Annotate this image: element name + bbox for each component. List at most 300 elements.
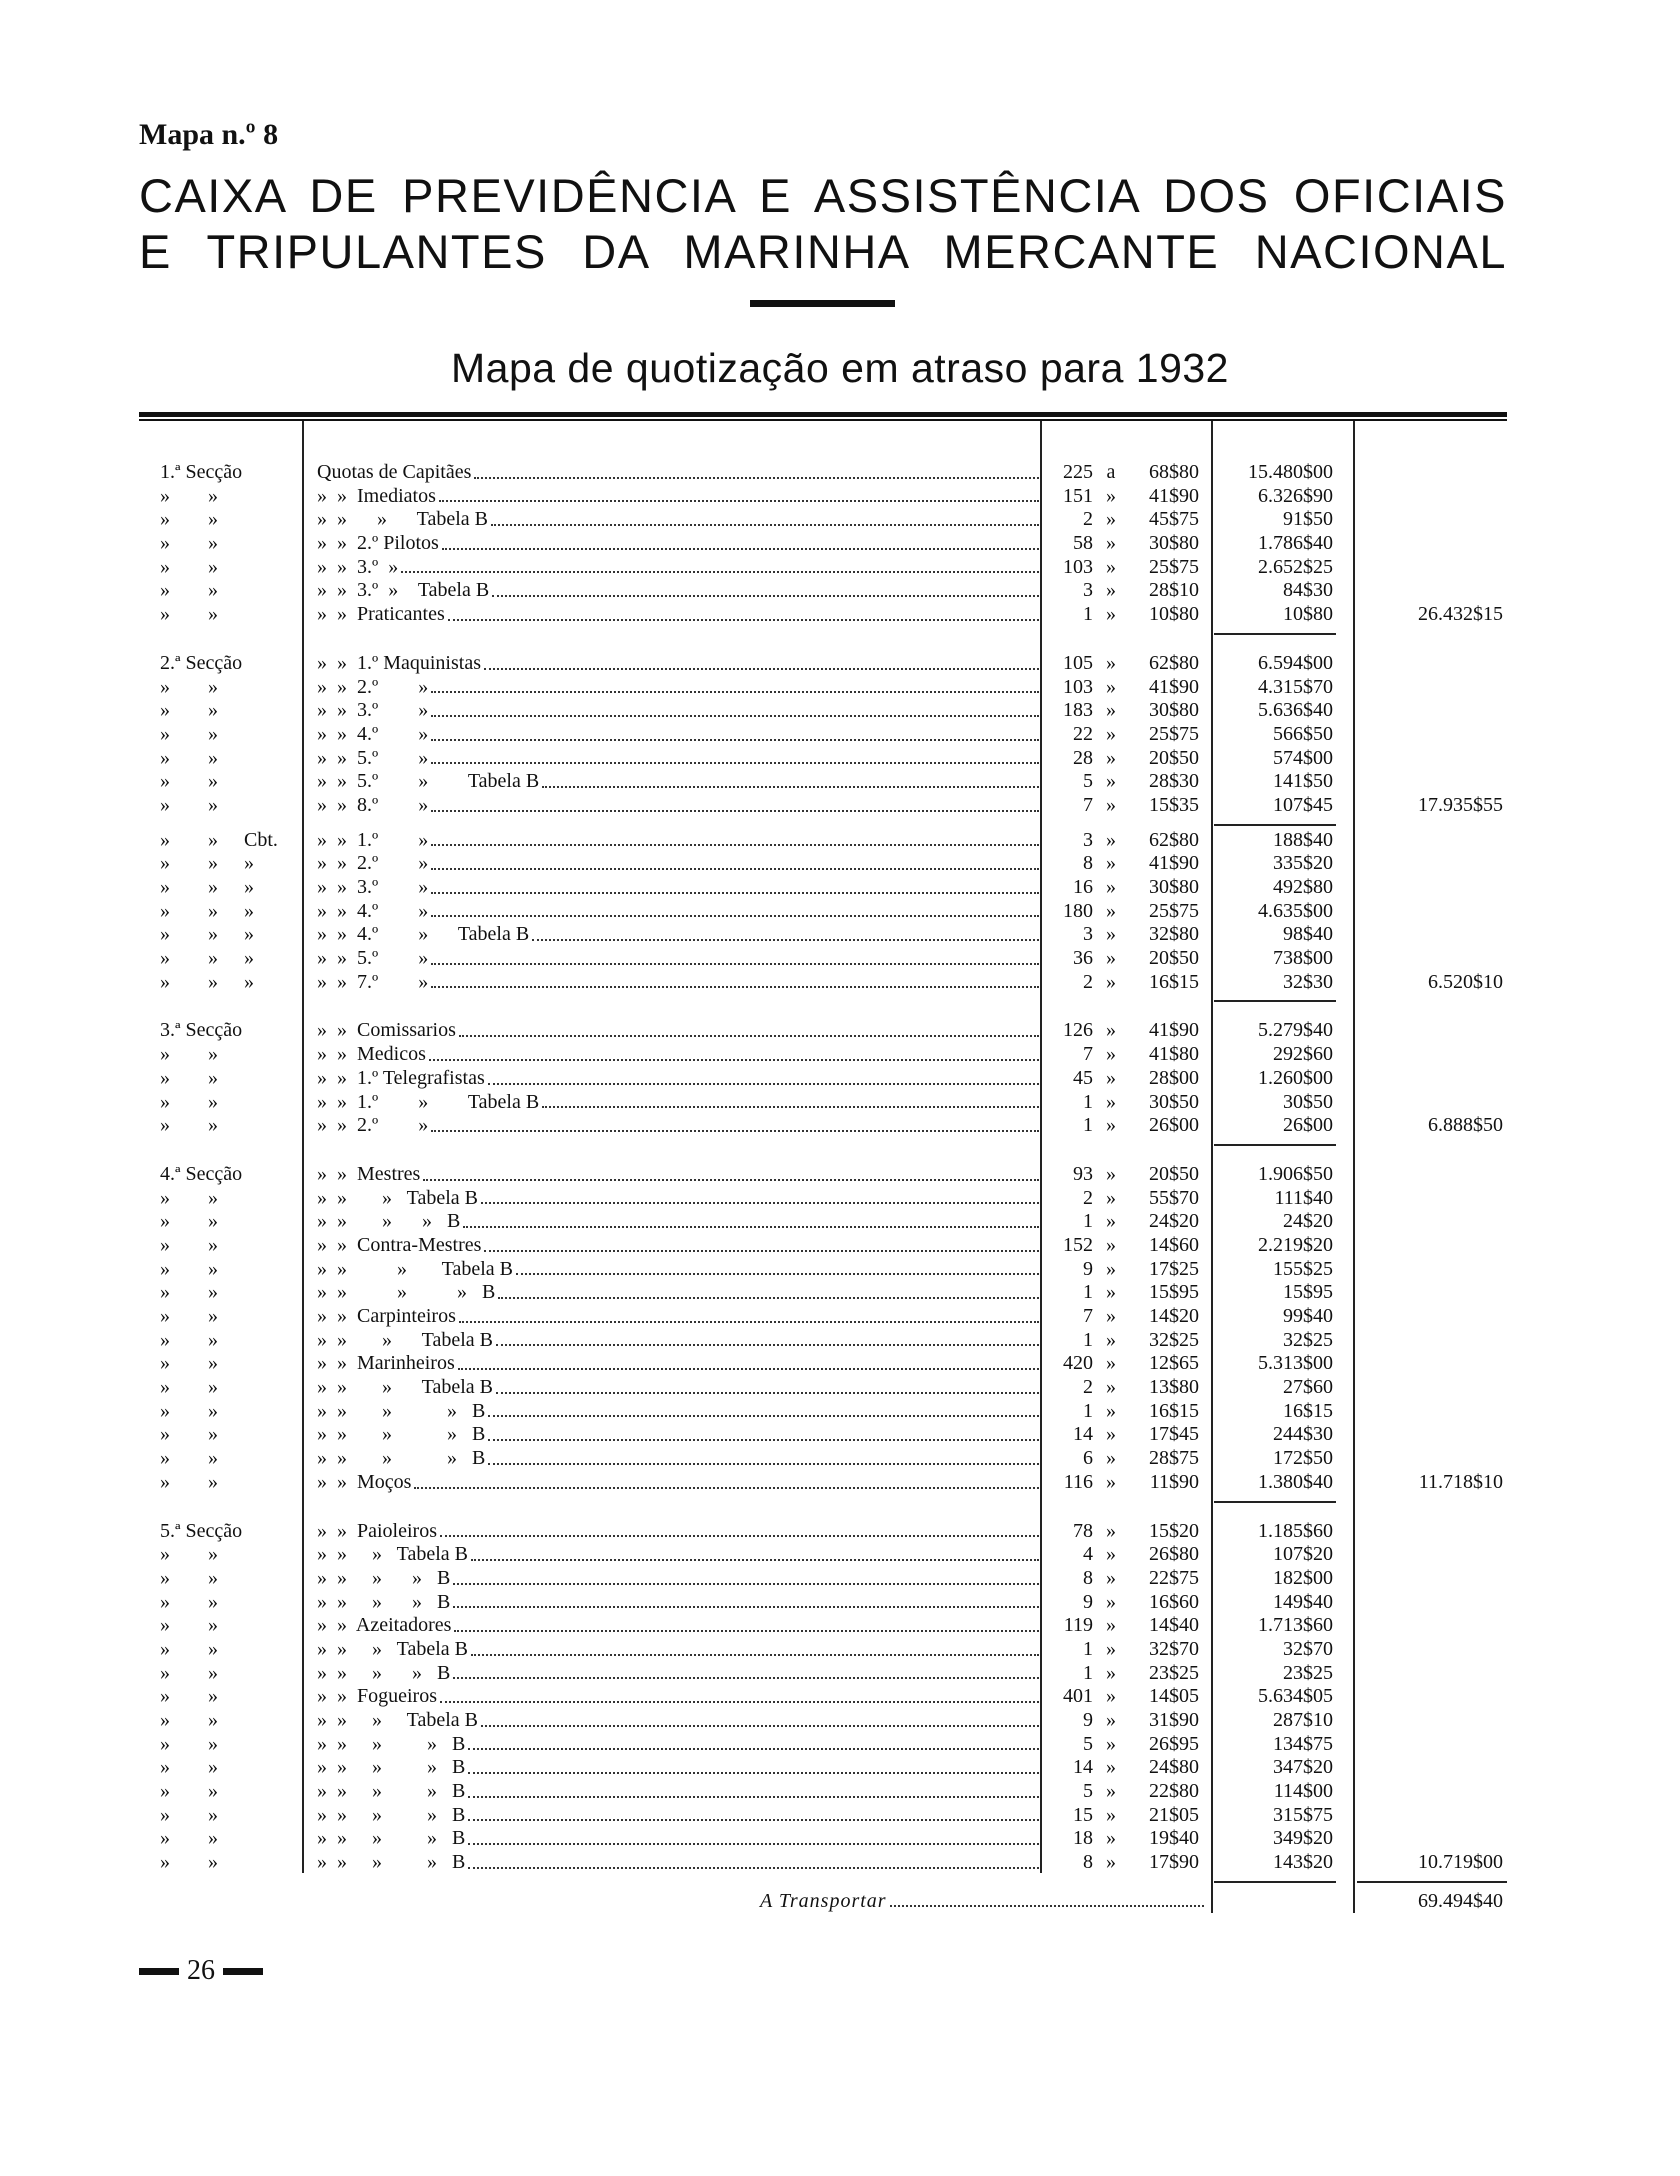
table-row <box>0 852 1680 876</box>
section-label: » <box>208 1352 218 1375</box>
quantity-cell: 6 <box>1083 1447 1093 1470</box>
unit-price-cell: 14$20 <box>1149 1305 1199 1327</box>
separator-cell: » <box>1106 852 1116 875</box>
dot-leader <box>414 1471 1039 1489</box>
amount-cell: 315$75 <box>1273 1803 1333 1826</box>
section-group <box>0 829 1680 995</box>
quantity-cell: 8 <box>1083 1566 1093 1589</box>
amount-cell: 134$75 <box>1273 1732 1333 1755</box>
separator-cell: » <box>1106 899 1116 922</box>
dot-leader <box>468 1827 1039 1845</box>
dot-leader <box>463 1210 1039 1228</box>
dot-leader <box>453 1591 1039 1609</box>
table-row <box>0 1447 1680 1471</box>
separator-cell: » <box>1106 1566 1116 1589</box>
separator-cell: » <box>1106 699 1116 722</box>
transport-label <box>760 1889 1210 1913</box>
table-row <box>0 1520 1680 1544</box>
description-cell <box>317 1471 1039 1495</box>
quantity-cell: 7 <box>1083 1043 1093 1066</box>
description-text: » » » » B <box>317 1851 466 1874</box>
description-cell <box>317 1543 1039 1567</box>
unit-price-cell: 41$80 <box>1149 1043 1199 1066</box>
dot-leader <box>471 1638 1039 1656</box>
amount-cell: 114$00 <box>1273 1780 1333 1803</box>
quantity-cell: 5 <box>1083 1780 1093 1803</box>
separator-cell: » <box>1106 1447 1116 1470</box>
separator-cell: » <box>1106 1328 1116 1351</box>
unit-price-cell: 17$45 <box>1149 1423 1199 1446</box>
amount-cell: 347$20 <box>1273 1756 1333 1779</box>
section-label: » <box>160 699 170 722</box>
dot-leader <box>484 1234 1039 1252</box>
dot-leader <box>431 794 1039 812</box>
unit-price-cell: 32$70 <box>1149 1637 1199 1660</box>
unit-price-cell: 62$80 <box>1149 828 1199 851</box>
separator-cell: » <box>1106 746 1116 769</box>
table-row <box>0 770 1680 794</box>
quantity-cell: 78 <box>1073 1519 1093 1542</box>
separator-cell: » <box>1106 1827 1116 1850</box>
section-label: » <box>208 508 218 531</box>
description-cell <box>317 1804 1039 1828</box>
amount-cell: 1.380$40 <box>1258 1470 1333 1493</box>
dot-leader <box>468 1756 1039 1774</box>
description-text: » » » Tabela B <box>317 1543 468 1566</box>
description-cell <box>317 794 1039 818</box>
quantity-cell: 116 <box>1063 1470 1093 1493</box>
amount-cell: 1.906$50 <box>1258 1162 1333 1185</box>
description-cell <box>317 829 1039 853</box>
unit-price-cell: 22$80 <box>1149 1780 1199 1803</box>
unit-price-cell: 24$80 <box>1149 1756 1199 1779</box>
unit-price-cell: 30$80 <box>1149 532 1199 555</box>
quantity-cell: 14 <box>1073 1423 1093 1446</box>
section-label: » <box>208 923 218 946</box>
description-cell <box>317 1091 1039 1115</box>
dot-leader <box>492 579 1039 597</box>
dot-leader <box>431 971 1039 989</box>
section-label: » <box>208 1709 218 1731</box>
section-label: » <box>160 1210 170 1233</box>
quantity-cell: 15 <box>1073 1803 1093 1826</box>
table-body <box>0 461 1680 1875</box>
dot-leader <box>496 1329 1039 1347</box>
amount-cell: 1.786$40 <box>1258 532 1333 555</box>
table-row <box>0 1591 1680 1615</box>
amount-cell: 4.635$00 <box>1258 899 1333 922</box>
quantity-cell: 9 <box>1083 1709 1093 1731</box>
subtotal-underline <box>1214 1000 1336 1002</box>
dot-leader <box>431 676 1039 694</box>
amount-cell: 32$30 <box>1283 970 1333 993</box>
subtotal-underline <box>1214 1144 1336 1146</box>
description-text: » » 2.º » <box>317 675 429 698</box>
amount-cell: 349$20 <box>1273 1827 1333 1850</box>
dot-leader <box>442 532 1039 550</box>
separator-cell: » <box>1106 1257 1116 1280</box>
amount-cell: 5.634$05 <box>1258 1685 1333 1708</box>
amount-cell: 107$45 <box>1273 793 1333 816</box>
section-total-cell: 6.520$10 <box>1428 970 1503 993</box>
unit-price-cell: 13$80 <box>1149 1376 1199 1399</box>
dot-leader <box>431 699 1039 717</box>
section-total-cell: 26.432$15 <box>1418 603 1503 626</box>
description-text: » » » » B <box>317 1661 451 1684</box>
quantity-cell: 180 <box>1063 899 1093 922</box>
section-label: » <box>208 746 218 769</box>
description-cell <box>317 1043 1039 1067</box>
description-text: » » 7.º » <box>317 970 429 993</box>
section-total-cell: 6.888$50 <box>1428 1114 1503 1137</box>
amount-cell: 155$25 <box>1273 1257 1333 1280</box>
section-label: » <box>208 1851 218 1874</box>
table-row <box>0 1400 1680 1424</box>
dot-leader <box>488 1067 1039 1085</box>
quantity-cell: 5 <box>1083 1732 1093 1755</box>
section-label: » <box>208 1732 218 1755</box>
description-text: » » » » B <box>317 1590 451 1613</box>
unit-price-cell: 28$30 <box>1149 770 1199 793</box>
separator-cell: » <box>1106 722 1116 745</box>
dot-leader <box>453 1567 1039 1585</box>
unit-price-cell: 25$75 <box>1149 555 1199 578</box>
section-total-cell: 11.718$10 <box>1418 1470 1503 1493</box>
separator-cell: » <box>1106 1233 1116 1256</box>
dot-leader <box>453 1662 1039 1680</box>
section-label: » <box>160 1352 170 1375</box>
section-label: » <box>160 770 170 793</box>
description-cell <box>317 876 1039 900</box>
amount-cell: 574$00 <box>1273 746 1333 769</box>
dot-leader <box>542 770 1039 788</box>
unit-price-cell: 24$20 <box>1149 1210 1199 1233</box>
section-label: » <box>208 1090 218 1113</box>
transport-row <box>0 1889 1680 1913</box>
section-label: » <box>160 1305 170 1327</box>
description-cell <box>317 603 1039 627</box>
dot-leader <box>423 1163 1039 1181</box>
separator-cell: » <box>1106 651 1116 674</box>
table-row <box>0 579 1680 603</box>
unit-price-cell: 30$50 <box>1149 1090 1199 1113</box>
section-label: » <box>208 1543 218 1566</box>
section-label: » <box>208 876 218 898</box>
section-label: » <box>160 746 170 769</box>
description-text: » » 4.º » Tabela B <box>317 923 530 946</box>
quantity-cell: 1 <box>1083 1114 1093 1137</box>
separator-cell: » <box>1106 1732 1116 1755</box>
section-label: » <box>208 947 218 970</box>
quantity-cell: 9 <box>1083 1257 1093 1280</box>
description-cell <box>317 1210 1039 1234</box>
section-label: » <box>160 1447 170 1470</box>
description-text: » » Carpinteiros <box>317 1305 456 1327</box>
amount-cell: 5.636$40 <box>1258 699 1333 722</box>
dot-leader <box>458 1352 1039 1370</box>
decorative-bar <box>223 1968 263 1975</box>
table-row <box>0 1567 1680 1591</box>
description-text: » » 3.º » <box>317 699 429 722</box>
section-label: » <box>160 923 170 946</box>
amount-cell: 26$00 <box>1283 1114 1333 1137</box>
quantity-cell: 225 <box>1063 461 1093 483</box>
unit-price-cell: 17$25 <box>1149 1257 1199 1280</box>
section-label: » <box>160 1661 170 1684</box>
separator-cell: » <box>1106 1637 1116 1660</box>
dot-leader <box>468 1780 1039 1798</box>
quantity-cell: 22 <box>1073 722 1093 745</box>
table-row <box>0 900 1680 924</box>
description-cell <box>317 1187 1039 1211</box>
dot-leader <box>488 1423 1039 1441</box>
unit-price-cell: 26$00 <box>1149 1114 1199 1137</box>
description-text: » » » Tabela B <box>317 1186 478 1209</box>
dot-leader <box>488 1400 1039 1418</box>
quantity-cell: 103 <box>1063 555 1093 578</box>
amount-cell: 6.326$90 <box>1258 484 1333 507</box>
description-cell <box>317 747 1039 771</box>
unit-price-cell: 25$75 <box>1149 899 1199 922</box>
table-row <box>0 532 1680 556</box>
quantity-cell: 18 <box>1073 1827 1093 1850</box>
quantity-cell: 2 <box>1083 970 1093 993</box>
separator-cell: » <box>1106 1399 1116 1422</box>
description-text: » » Mestres <box>317 1162 421 1185</box>
section-label: » <box>160 1827 170 1850</box>
dot-leader <box>890 1889 1204 1907</box>
section-label: » <box>160 1637 170 1660</box>
unit-price-cell: 16$15 <box>1149 970 1199 993</box>
section-label: » <box>208 1637 218 1660</box>
section-label: » <box>244 970 254 993</box>
section-label: » <box>160 603 170 626</box>
table-row <box>0 1376 1680 1400</box>
unit-price-cell: 10$80 <box>1149 603 1199 626</box>
table-row <box>0 1638 1680 1662</box>
section-label: » <box>208 1328 218 1351</box>
section-label: » <box>160 1376 170 1399</box>
table-row <box>0 1733 1680 1757</box>
section-label: » <box>160 722 170 745</box>
description-cell <box>317 852 1039 876</box>
separator-cell: » <box>1106 1043 1116 1066</box>
description-cell <box>317 1067 1039 1091</box>
amount-cell: 1.713$60 <box>1258 1614 1333 1637</box>
description-text: » » » Tabela B <box>317 508 488 531</box>
unit-price-cell: 28$10 <box>1149 579 1199 602</box>
amount-cell: 4.315$70 <box>1258 675 1333 698</box>
description-text: » » Praticantes <box>317 603 445 626</box>
table-row <box>0 508 1680 532</box>
description-cell <box>317 1520 1039 1544</box>
quantity-cell: 1 <box>1083 1661 1093 1684</box>
table-row <box>0 676 1680 700</box>
table-row <box>0 971 1680 995</box>
amount-cell: 492$80 <box>1273 876 1333 898</box>
dot-leader <box>484 652 1039 670</box>
table-row <box>0 556 1680 580</box>
description-text: » » 1.º » Tabela B <box>317 1090 540 1113</box>
amount-cell: 6.594$00 <box>1258 651 1333 674</box>
section-label: » <box>160 1257 170 1280</box>
section-label: » <box>160 579 170 602</box>
separator-cell: » <box>1106 1186 1116 1209</box>
table-row <box>0 461 1680 485</box>
table-row <box>0 652 1680 676</box>
amount-cell: 32$70 <box>1283 1637 1333 1660</box>
description-text: » » » Tabela B <box>317 1257 513 1280</box>
section-label: » <box>160 1543 170 1566</box>
section-label: » <box>160 555 170 578</box>
dot-leader <box>448 603 1039 621</box>
unit-price-cell: 21$05 <box>1149 1803 1199 1826</box>
separator-cell: » <box>1106 970 1116 993</box>
quantity-cell: 8 <box>1083 852 1093 875</box>
table-row <box>0 1423 1680 1447</box>
description-text: » » Marinheiros <box>317 1352 455 1375</box>
dot-leader <box>440 1685 1039 1703</box>
table-row <box>0 1234 1680 1258</box>
section-label: 2.ª Secção <box>160 651 243 674</box>
quantity-cell: 1 <box>1083 1090 1093 1113</box>
dot-leader <box>431 900 1039 918</box>
description-text: » » » Tabela B <box>317 1328 493 1351</box>
unit-price-cell: 17$90 <box>1149 1851 1199 1874</box>
description-text: » » » » B <box>317 1827 466 1850</box>
description-text: » » Moços <box>317 1470 412 1493</box>
unit-price-cell: 25$75 <box>1149 722 1199 745</box>
separator-cell: » <box>1106 1210 1116 1233</box>
amount-cell: 111$40 <box>1274 1186 1333 1209</box>
quantity-cell: 152 <box>1063 1233 1093 1256</box>
section-label: » <box>208 1447 218 1470</box>
dot-leader <box>516 1258 1039 1276</box>
section-label: » <box>160 793 170 816</box>
separator-cell: » <box>1106 1590 1116 1613</box>
section-label: » <box>208 1685 218 1708</box>
quantity-cell: 119 <box>1063 1614 1093 1637</box>
section-label: » <box>160 899 170 922</box>
amount-cell: 16$15 <box>1283 1399 1333 1422</box>
description-text: » » » » B <box>317 1423 486 1446</box>
section-label: 5.ª Secção <box>160 1519 243 1542</box>
quantity-cell: 1 <box>1083 1399 1093 1422</box>
unit-price-cell: 12$65 <box>1149 1352 1199 1375</box>
section-label: » <box>208 1210 218 1233</box>
description-cell <box>317 461 1039 485</box>
table-row <box>0 947 1680 971</box>
title-divider <box>750 300 895 307</box>
description-cell <box>317 971 1039 995</box>
unit-price-cell: 30$80 <box>1149 876 1199 898</box>
unit-price-cell: 62$80 <box>1149 651 1199 674</box>
table-row <box>0 723 1680 747</box>
section-label: » <box>208 1066 218 1089</box>
table-row <box>0 1043 1680 1067</box>
page-number <box>139 1955 263 1987</box>
quantity-cell: 3 <box>1083 923 1093 946</box>
description-text: » » 1.º Maquinistas <box>317 651 481 674</box>
unit-price-cell: 23$25 <box>1149 1661 1199 1684</box>
table-row <box>0 1187 1680 1211</box>
description-cell <box>317 1780 1039 1804</box>
amount-cell: 335$20 <box>1273 852 1333 875</box>
quantity-cell: 7 <box>1083 1305 1093 1327</box>
separator-cell: » <box>1106 484 1116 507</box>
separator-cell: » <box>1106 1780 1116 1803</box>
section-label: » <box>208 603 218 626</box>
quantity-cell: 7 <box>1083 793 1093 816</box>
amount-cell: 107$20 <box>1273 1543 1333 1566</box>
subtotal-underline <box>1214 1501 1336 1503</box>
section-total-cell: 10.719$00 <box>1418 1851 1503 1874</box>
unit-price-cell: 20$50 <box>1149 1162 1199 1185</box>
unit-price-cell: 28$75 <box>1149 1447 1199 1470</box>
separator-cell: » <box>1106 1423 1116 1446</box>
description-text: » » 4.º » <box>317 899 429 922</box>
description-cell <box>317 485 1039 509</box>
separator-cell: » <box>1106 579 1116 602</box>
separator-cell: » <box>1106 1305 1116 1327</box>
dot-leader <box>401 556 1039 574</box>
description-cell <box>317 1709 1039 1733</box>
separator-cell: » <box>1106 770 1116 793</box>
unit-price-cell: 30$80 <box>1149 699 1199 722</box>
quantity-cell: 420 <box>1063 1352 1093 1375</box>
section-label: » <box>208 1803 218 1826</box>
description-cell <box>317 1329 1039 1353</box>
section-group <box>0 1163 1680 1495</box>
section-group <box>0 1520 1680 1875</box>
separator-cell: » <box>1106 508 1116 531</box>
unit-price-cell: 16$15 <box>1149 1399 1199 1422</box>
dot-leader <box>431 1114 1039 1132</box>
description-cell <box>317 1567 1039 1591</box>
table-row <box>0 1091 1680 1115</box>
table-row <box>0 1614 1680 1638</box>
description-text: » » 5.º » Tabela B <box>317 770 540 793</box>
section-label: » <box>208 793 218 816</box>
separator-cell: » <box>1106 1685 1116 1708</box>
table-row <box>0 876 1680 900</box>
section-label: » <box>160 508 170 531</box>
separator-cell: » <box>1106 675 1116 698</box>
table-row <box>0 1352 1680 1376</box>
section-label: » <box>244 852 254 875</box>
unit-price-cell: 14$40 <box>1149 1614 1199 1637</box>
quantity-cell: 1 <box>1083 1281 1093 1304</box>
unit-price-cell: 20$50 <box>1149 746 1199 769</box>
transport-total: 69.494$40 <box>1418 1889 1503 1912</box>
table-row <box>0 1067 1680 1091</box>
quantity-cell: 3 <box>1083 579 1093 602</box>
section-label: » <box>208 1661 218 1684</box>
section-label: » <box>208 1614 218 1637</box>
amount-cell: 2.652$25 <box>1258 555 1333 578</box>
section-label: » <box>208 1780 218 1803</box>
description-cell <box>317 1662 1039 1686</box>
section-label: » <box>208 1470 218 1493</box>
section-label: 1.ª Secção <box>160 461 243 483</box>
section-label: » <box>244 899 254 922</box>
section-label: » <box>160 1186 170 1209</box>
amount-cell: 91$50 <box>1283 508 1333 531</box>
unit-price-cell: 14$60 <box>1149 1233 1199 1256</box>
table-row <box>0 923 1680 947</box>
unit-price-cell: 26$80 <box>1149 1543 1199 1566</box>
separator-cell: » <box>1106 1756 1116 1779</box>
